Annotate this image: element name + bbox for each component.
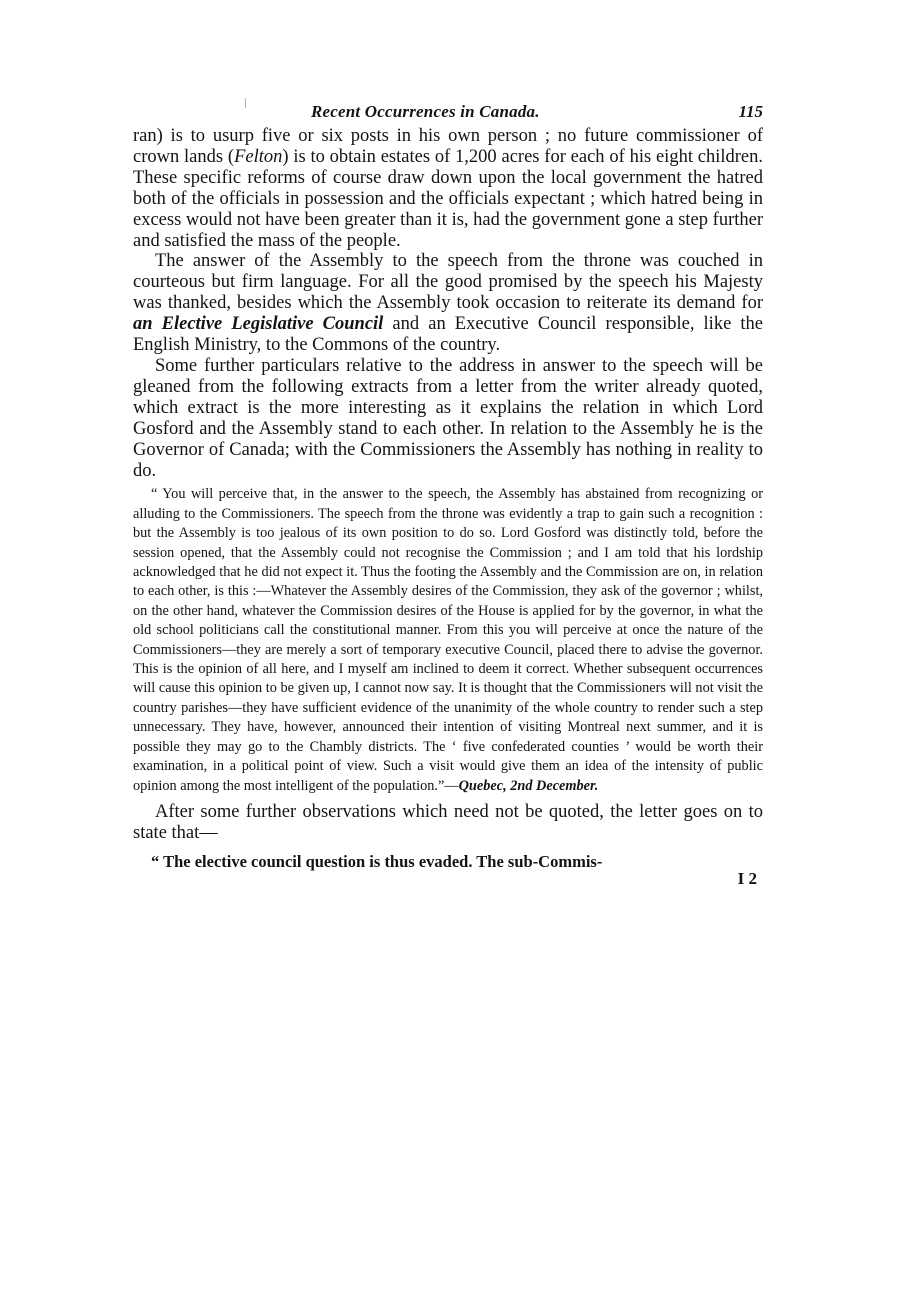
- margin-mark: [245, 98, 246, 108]
- paragraph-1-text-b: ) is to obtain estates of 1,200 acres for each of his eight children. These specific reforms of course draw down upon the local government the hatred both of the officials in possession and the officials expectant ; which hatred being in excess would not have been greater than it is, had the government gone a step further and satisfied the mass of the people.: [133, 146, 763, 251]
- page-number: 115: [738, 102, 763, 121]
- paragraph-3: Some further particulars relative to the address in answer to the speech will be gleaned from the following extracts from a letter from the writer already quoted, which extract is the more interesting as it explains the relation in which Lord Gosford and the Assembly stand to each other. In relation to the Assembly he is the Governor of Canada; with the Commissioners the Assembly has nothing in reality to do.: [133, 355, 763, 481]
- paragraph-2-text-b: and an Executive Council responsible, like the English Ministry, to the Commons of the country.: [133, 314, 763, 356]
- paragraph-2-text-a: The answer of the Assembly to the speech from the throne was couched in courteous but firm language. For all the good promised by the speech his Majesty was thanked, besides which the Assembly took occasion to reiterate its demand for: [133, 251, 763, 314]
- paragraph-2: [133, 251, 763, 356]
- felton-name: Felton: [234, 146, 283, 167]
- final-quote-line: “ The elective council question is thus evaded. The sub-Commis-: [151, 851, 603, 871]
- book-page: [133, 96, 763, 889]
- paragraph-4: After some further observations which need not be quoted, the letter goes on to state that—: [133, 801, 763, 843]
- paragraph-1: [133, 126, 763, 251]
- letter-quote-text: “ You will perceive that, in the answer to the speech, the Assembly has abstained from recognizing or alluding to the Commissioners. The speech from the throne was evidently a trap to gain such a recognition : but the Assembly is too jealous of its own position to do so. Lord Gosford was distinctly told, before the session opened, that the Assembly could not recognise the Commission ; and I am told that his lordship acknowledged that he did not expect it. Thus the footing the Assembly and the Commission are on, in relation to each other, is this :—Whatever the Assembly desires of the Commission, they ask of the governor ; whilst, on the other hand, whatever the Commission desires of the House is applied for by the governor, in what the old school politicians call the constitutional manner. From this you will perceive at once the nature of the Commissioners—they are merely a sort of temporary executive Council, placed there to advise the governor. This is the opinion of all here, and I myself am inclined to deem it correct. Whether subsequent occurrences will cause this opinion to be given up, I cannot now say. It is thought that the Commissioners will not visit the country parishes—they have sufficient evidence of the unanimity of the whole country to render such a step unnecessary. They have, however, announced their intention of visiting Montreal next summer, and it is possible they may go to the Chambly districts. The ‘ five confederated counties ’ would be worth their examination, in a political point of view. Such a visit would give them an idea of the intensity of public opinion among the most intelligent of the population.”—: [133, 486, 763, 794]
- quote-dateline: Quebec, 2nd December.: [458, 777, 599, 794]
- letter-quote: [133, 485, 763, 796]
- running-head: [133, 96, 763, 126]
- signature-mark: I 2: [737, 868, 757, 888]
- elective-council-emphasis: an Elective Legislative Council: [133, 314, 384, 335]
- running-head-title: Recent Occurrences in Canada.: [311, 102, 540, 121]
- paragraph-1-text-a: ran) is to usurp five or six posts in his own person ; no future commissioner of crown lands (: [133, 126, 763, 167]
